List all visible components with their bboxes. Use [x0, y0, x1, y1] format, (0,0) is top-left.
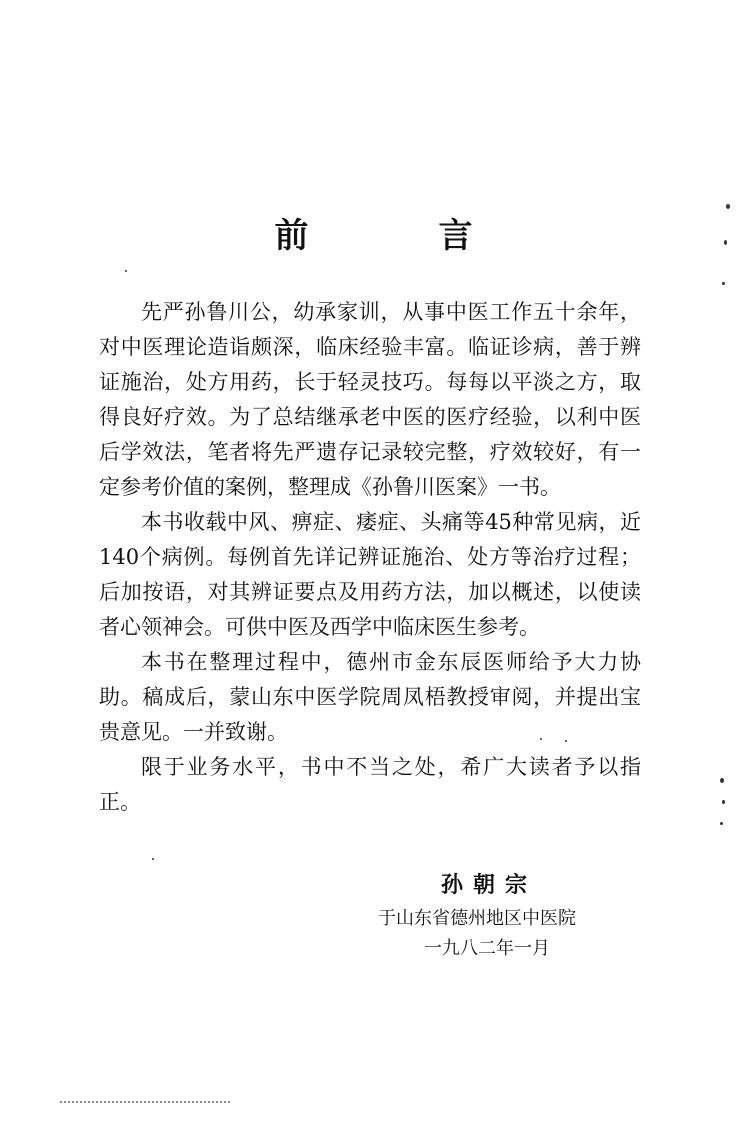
- paragraph-4: 限于业务水平，书中不当之处，希广大读者予以指正。: [99, 755, 641, 814]
- scan-edge-marks: [60, 1101, 230, 1107]
- paragraph-3: 本书在整理过程中，德州市金东辰医师给予大力协助。稿成后，蒙山东中医学院周凤梧教授审阅，并提出宝贵意见。一并致谢。: [99, 650, 641, 744]
- paragraph-2: 本书收载中风、痹症、痿症、头痛等45种常见病，近140个病例。每例首先详记辨证施治、处方等治疗过程；后加按语，对其辨证要点及用药方法，加以概述，以使读者心领神会。可供中医及西学中临床医生参考。: [99, 510, 641, 639]
- scan-speck: [125, 270, 127, 272]
- page-title: 前 言: [274, 216, 521, 256]
- scan-speck: [720, 778, 724, 783]
- signature-date: 一九八二年一月: [424, 938, 550, 959]
- author-name: 孙朝宗: [441, 872, 538, 898]
- scan-speck: [152, 858, 154, 860]
- scan-speck: [724, 240, 727, 245]
- scan-speck: [720, 822, 723, 825]
- scan-speck: [540, 738, 542, 740]
- scan-speck: [726, 204, 730, 209]
- scan-speck: [722, 282, 725, 285]
- author-affiliation: 于山东省德州地区中医院: [378, 908, 576, 929]
- preface-body: [99, 295, 641, 820]
- scan-speck: [565, 740, 567, 742]
- scan-speck: [722, 800, 725, 804]
- paragraph-1: 先严孙鲁川公，幼承家训，从事中医工作五十余年，对中医理论造诣颇深，临床经验丰富。临证诊病，善于辨证施治，处方用药，长于轻灵技巧。每每以平淡之方，取得良好疗效。为了总结继承老中医的医疗经验，以利中医后学效法，笔者将先严遗存记录较完整，疗效较好，有一定参考价值的案例，整理成《孙鲁川医案》一书。: [99, 300, 641, 499]
